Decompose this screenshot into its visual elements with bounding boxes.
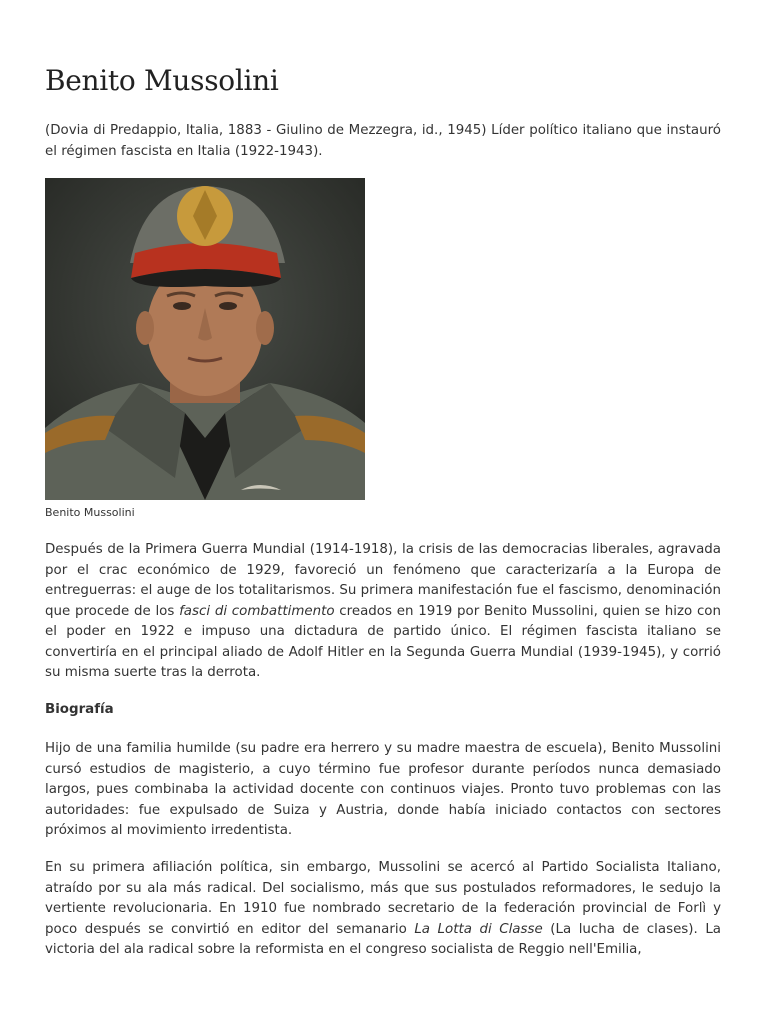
portrait-image bbox=[45, 178, 365, 500]
paragraph-1-text-end: creados en 1919 por Benito Mussolini, quien se hizo con el poder en 1922 e impuso una dictadura de partido único. El régimen fascista italiano se convertiría en el principal aliado de Adolf Hitler en la Segunda Guerra Mundial (1939-1945), y corrió su misma suerte tras la derrota. bbox=[45, 603, 721, 680]
intro-paragraph: (Dovia di Predappio, Italia, 1883 - Giulino de Mezzegra, id., 1945) Líder político italiano que instauró el régimen fascista en Italia (1922-1943). bbox=[45, 123, 721, 159]
paragraph-3-text: En su primera afiliación política, sin embargo, Mussolini se acercó al Partido Socialista Italiano, atraído por su ala más radical. Del socialismo, más que sus postulados reformadores, le sedujo la vertiente revolucionaria. En 1910 fue nombrado secretario de la federación provincial de Forlì y poco después se convirtió en editor del semanario bbox=[45, 860, 721, 937]
paragraph-3-italic: La Lotta di Classe bbox=[414, 921, 543, 937]
paragraph-2: Hijo de una familia humilde (su padre era herrero y su madre maestra de escuela), Benito Mussolini cursó estudios de magisterio, a cuyo término fue profesor durante períodos nunca demasiado largos, pues combinaba la actividad docente con continuos viajes. Pronto tuvo problemas con las autoridades: fue expulsado de Suiza y Austria, donde había iniciado contactos con sectores próximos al movimiento irredentista. bbox=[45, 741, 721, 838]
image-caption: Benito Mussolini bbox=[45, 506, 135, 519]
page-title: Benito Mussolini bbox=[45, 64, 279, 97]
section-heading-biografia: Biografía bbox=[45, 702, 114, 717]
paragraph-1 bbox=[45, 540, 721, 684]
paragraph-3-text-end: (La lucha de clases). La victoria del ala radical sobre la reformista en el congreso socialista de Reggio nell'Emilia, bbox=[45, 921, 721, 957]
paragraph-1-text: Después de la Primera Guerra Mundial (1914-1918), la crisis de las democracias liberales, agravada por el crac económico de 1929, favoreció un fenómeno que caracterizaría a la Europa de entreguerras: el auge de los totalitarismos. Su primera manifestación fue el fascismo, denominación que procede de los bbox=[45, 542, 721, 619]
paragraph-3 bbox=[45, 858, 721, 961]
portrait-illustration bbox=[45, 178, 365, 500]
paragraph-1-italic: fasci di combattimento bbox=[179, 603, 335, 619]
